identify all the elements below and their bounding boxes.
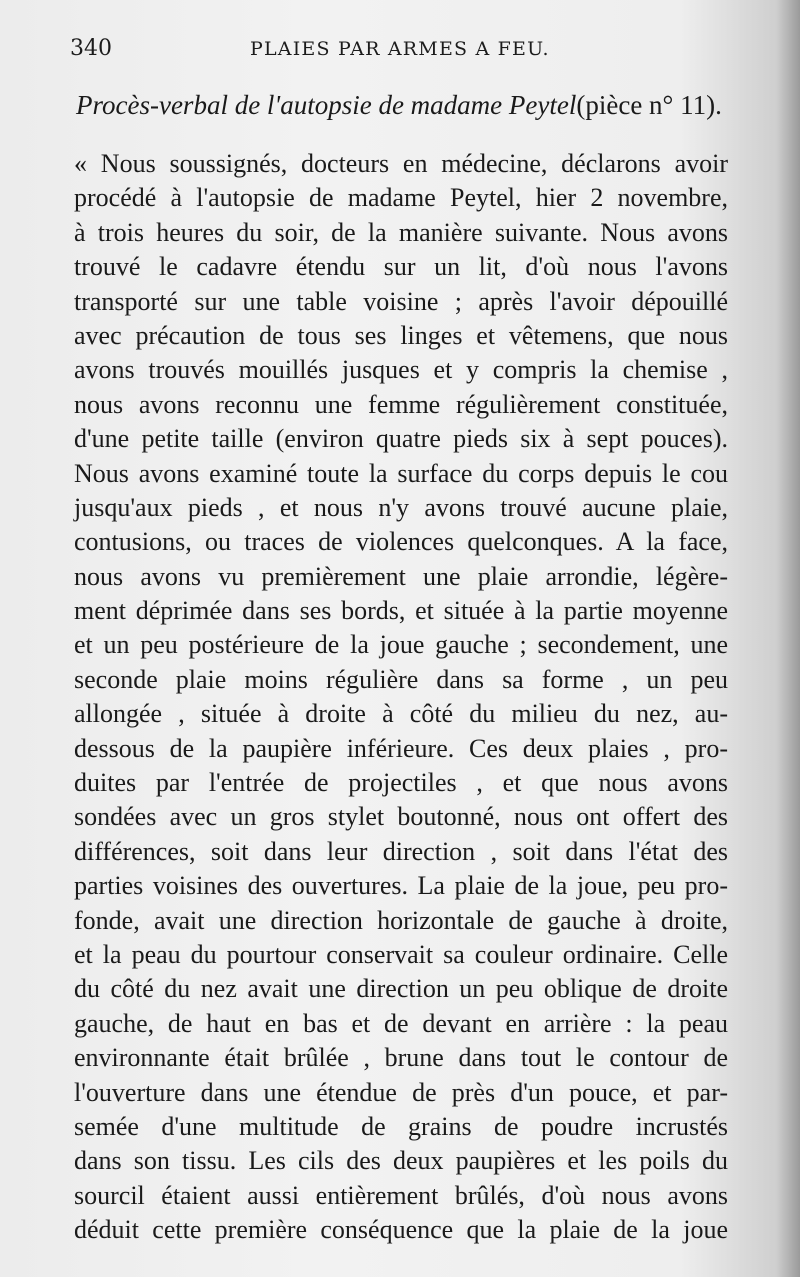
text-line: dessous de la paupière inférieure. Ces deux plaies , pro- — [74, 733, 728, 763]
text-line: avec précaution de tous ses linges et vêtemens, que nous — [74, 320, 728, 350]
text-line: « Nous soussignés, docteurs en médecine, déclarons avoir — [74, 149, 728, 178]
text-line: nous avons vu premièrement une plaie arrondie, légère- — [74, 561, 728, 591]
text-line: dans son tissu. Les cils des deux paupières et les poils du — [74, 1146, 728, 1176]
text-line: ment déprimée dans ses bords, et située à la partie moyenne — [74, 596, 728, 626]
text-line: d'une petite taille (environ quatre pieds six à sept pouces). — [74, 424, 728, 454]
text-line: sondées avec un gros stylet boutonné, nous ont offert des — [74, 802, 728, 832]
text-line: différences, soit dans leur direction , soit dans l'état des — [74, 836, 728, 866]
text-line: gauche, de haut en bas et de devant en arrière : la peau — [74, 1008, 728, 1038]
heading-italic: Procès-verbal de l'autopsie de madame Peytel — [76, 90, 577, 120]
text-line: et un peu postérieure de la joue gauche ; secondement, une — [74, 630, 728, 660]
text-line: transporté sur une table voisine ; après l'avoir dépouillé — [74, 286, 728, 316]
text-line: avons trouvés mouillés jusques et y compris la chemise , — [74, 355, 728, 385]
text-line: parties voisines des ouvertures. La plaie de la joue, peu pro- — [74, 871, 728, 901]
text-line: et la peau du pourtour conservait sa couleur ordinaire. Celle — [74, 939, 728, 969]
text-line: nous avons reconnu une femme régulièrement constituée, — [74, 389, 728, 419]
text-line: seconde plaie moins régulière dans sa forme , un peu — [74, 664, 728, 694]
heading-piece-ref: (pièce n° 11). — [576, 90, 722, 120]
text-line: Nous avons examiné toute la surface du corps depuis le cou — [74, 458, 728, 488]
text-line: à trois heures du soir, de la manière suivante. Nous avons — [74, 217, 728, 247]
running-head — [70, 30, 740, 70]
page-number: 340 — [70, 36, 112, 61]
text-line: l'ouverture dans une étendue de près d'un pouce, et par- — [74, 1077, 728, 1107]
section-heading — [76, 88, 766, 122]
body-text — [74, 147, 728, 1248]
text-line: contusions, ou traces de violences quelconques. A la face, — [74, 527, 728, 557]
running-title: PLAIES PAR ARMES A FEU. — [250, 38, 550, 60]
text-line: trouvé le cadavre étendu sur un lit, d'où nous l'avons — [74, 252, 728, 282]
text-line: allongée , située à droite à côté du milieu du nez, au- — [74, 699, 728, 729]
text-line: procédé à l'autopsie de madame Peytel, hier 2 novembre, — [74, 183, 728, 213]
text-line: sourcil étaient aussi entièrement brûlés, d'où nous avons — [74, 1180, 728, 1210]
text-line: fonde, avait une direction horizontale de gauche à droite, — [74, 905, 728, 935]
text-line: duites par l'entrée de projectiles , et que nous avons — [74, 768, 728, 798]
text-line: jusqu'aux pieds , et nous n'y avons trouvé aucune plaie, — [74, 492, 728, 522]
text-line: du côté du nez avait une direction un peu oblique de droite — [74, 974, 728, 1004]
text-line: semée d'une multitude de grains de poudre incrustés — [74, 1111, 728, 1141]
text-line: déduit cette première conséquence que la plaie de la joue — [74, 1215, 728, 1245]
text-line: environnante était brûlée , brune dans tout le contour de — [74, 1043, 728, 1073]
